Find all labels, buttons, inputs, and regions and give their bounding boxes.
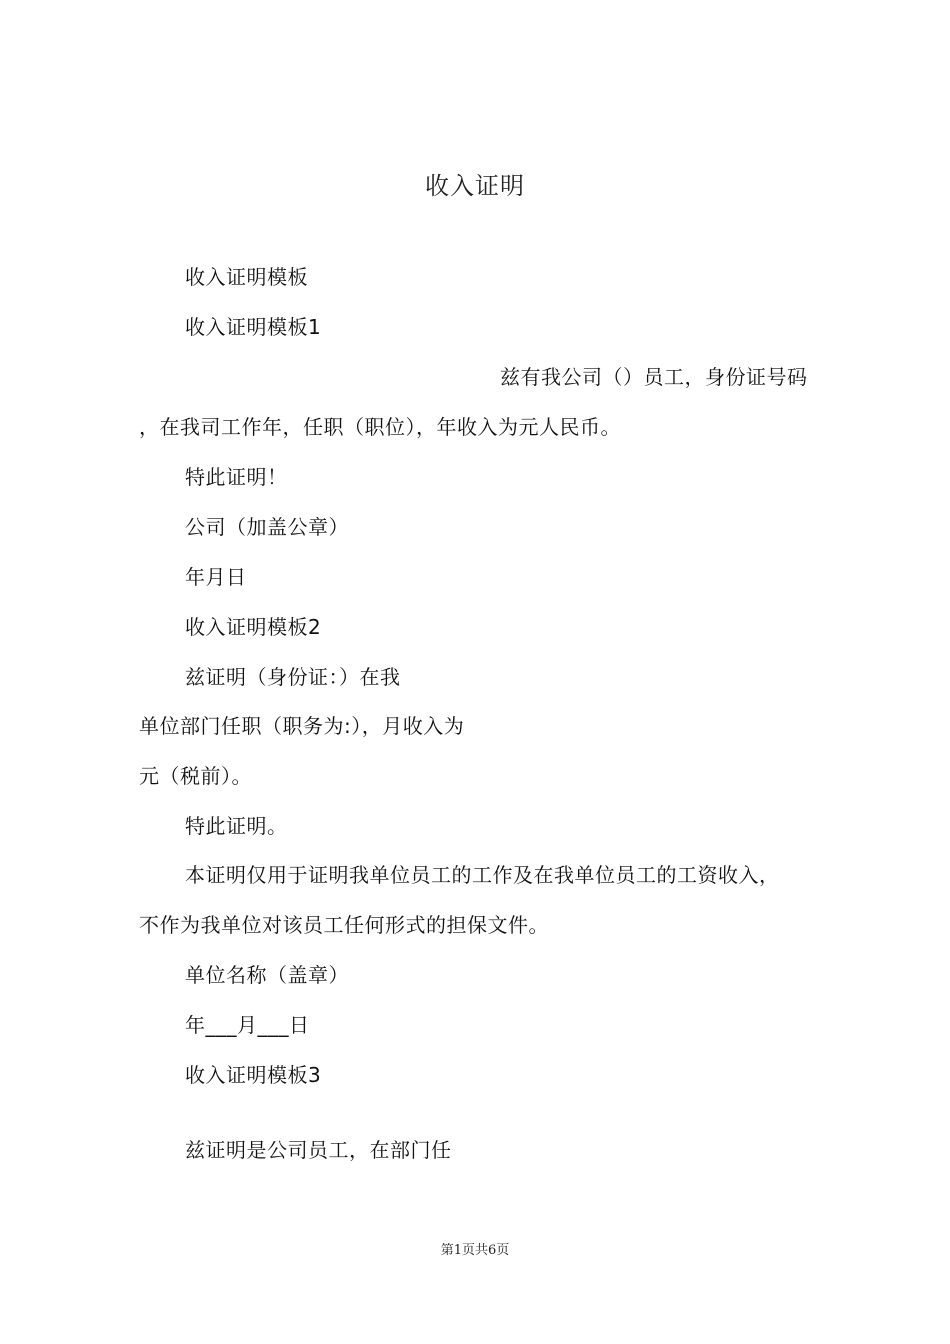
text-line: 年月日 xyxy=(185,565,247,589)
text-line: 单位部门任职（职务为:），月收入为 xyxy=(139,714,465,738)
text-line: 收入证明模板2 xyxy=(185,615,322,639)
text-line: 本证明仅用于证明我单位员工的工作及在我单位员工的工资收入， xyxy=(185,863,780,887)
text-line: 公司（加盖公章） xyxy=(185,515,349,539)
text-line: 特此证明。 xyxy=(185,814,288,838)
text-line: 兹证明（身份证：）在我 xyxy=(185,665,401,689)
text-line: 特此证明！ xyxy=(185,465,288,489)
text-line: 不作为我单位对该员工任何形式的担保文件。 xyxy=(139,913,549,937)
text-line: 元（税前）。 xyxy=(139,764,252,788)
text-line: 年___月___日 xyxy=(185,1013,310,1037)
text-line: 兹证明是公司员工，在部门任 xyxy=(185,1138,452,1162)
text-line: 收入证明模板3 xyxy=(185,1063,322,1087)
text-line: 收入证明模板1 xyxy=(185,315,322,339)
page-footer: 第1页共6页 xyxy=(440,1243,510,1258)
text-line: 收入证明模板 xyxy=(185,265,308,289)
text-line: ，在我司工作年，任职（职位），年收入为元人民币。 xyxy=(139,415,621,439)
document-title: 收入证明 xyxy=(425,172,525,200)
text-line: 兹有我公司（）员工，身份证号码 xyxy=(500,365,808,389)
text-line: 单位名称（盖章） xyxy=(185,963,349,987)
